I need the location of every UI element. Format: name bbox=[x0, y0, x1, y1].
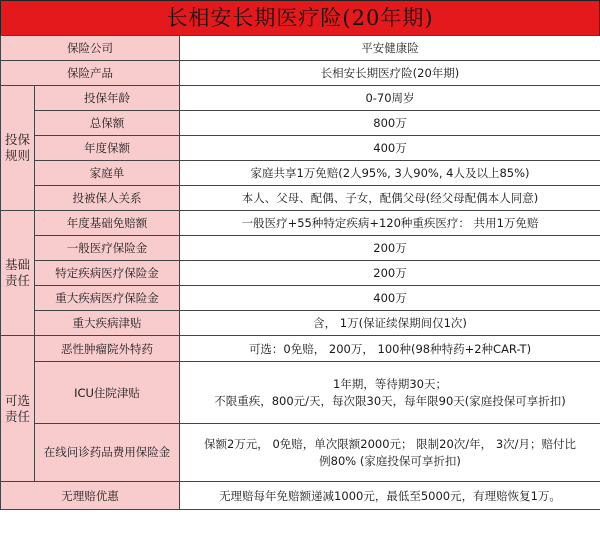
table-row bbox=[1, 36, 600, 61]
row-value-company: 平安健康险 bbox=[180, 36, 600, 61]
table-row bbox=[1, 424, 600, 482]
row-label: 重大疾病医疗保险金 bbox=[35, 286, 180, 311]
group-label-optional: 可选责任 bbox=[1, 336, 35, 482]
table-row bbox=[1, 336, 600, 362]
row-value-no-claim: 无理赔每年免赔额递减1000元，最低至5000元，有理赔恢复1万。 bbox=[180, 482, 600, 510]
row-label: 投被保人关系 bbox=[35, 186, 180, 211]
row-label-product: 保险产品 bbox=[1, 61, 180, 86]
group-label-basic: 基础责任 bbox=[1, 211, 35, 336]
row-value: 本人、父母、配偶、子女，配偶父母(经父母配偶本人同意) bbox=[180, 186, 600, 211]
table-row bbox=[1, 111, 600, 136]
row-value: 400万 bbox=[180, 136, 600, 161]
page-title: 长相安长期医疗险(20年期) bbox=[0, 0, 600, 36]
row-value-line: 1年期，等待期30天； bbox=[333, 376, 447, 391]
row-value: 400万 bbox=[180, 286, 600, 311]
table-row bbox=[1, 261, 600, 286]
group-label-rules: 投保规则 bbox=[1, 86, 35, 211]
row-label: 年度基础免赔额 bbox=[35, 211, 180, 236]
table-row bbox=[1, 61, 600, 86]
row-value: 含， 1万(保证续保期间仅1次) bbox=[180, 311, 600, 336]
table-row bbox=[1, 211, 600, 236]
row-value: 家庭共享1万免赔(2人95%, 3人90%, 4人及以上85%) bbox=[180, 161, 600, 186]
row-label-no-claim: 无理赔优惠 bbox=[1, 482, 180, 510]
row-label: ICU住院津贴 bbox=[35, 362, 180, 424]
row-label: 家庭单 bbox=[35, 161, 180, 186]
table-row bbox=[1, 161, 600, 186]
insurance-table bbox=[0, 35, 600, 510]
table-row bbox=[1, 186, 600, 211]
row-label: 总保额 bbox=[35, 111, 180, 136]
row-label: 重大疾病津贴 bbox=[35, 311, 180, 336]
row-value: 800万 bbox=[180, 111, 600, 136]
row-label: 恶性肿瘤院外特药 bbox=[35, 336, 180, 362]
table-row bbox=[1, 311, 600, 336]
row-value-line: 例80% (家庭投保可享折扣) bbox=[319, 453, 461, 468]
row-label: 特定疾病医疗保险金 bbox=[35, 261, 180, 286]
row-label: 在线问诊药品费用保险金 bbox=[35, 424, 180, 482]
table-row bbox=[1, 482, 600, 510]
row-value: 一般医疗+55种特定疾病+120种重疾医疗： 共用1万免赔 bbox=[180, 211, 600, 236]
row-value-product: 长相安长期医疗险(20年期) bbox=[180, 61, 600, 86]
table-row bbox=[1, 236, 600, 261]
row-label: 投保年龄 bbox=[35, 86, 180, 111]
row-label-company: 保险公司 bbox=[1, 36, 180, 61]
row-label: 年度保额 bbox=[35, 136, 180, 161]
row-value: 可选：0免赔， 200万， 100种(98种特药+2种CAR-T) bbox=[180, 336, 600, 362]
row-value-line: 不限重疾，800元/天，每次限30天，每年限90天(家庭投保可享折扣) bbox=[214, 393, 566, 408]
row-label: 一般医疗保险金 bbox=[35, 236, 180, 261]
row-value: 0-70周岁 bbox=[180, 86, 600, 111]
table-row bbox=[1, 362, 600, 424]
row-value-line: 保额2万元， 0免赔，单次限额2000元； 限制20次/年， 3次/月；赔付比 bbox=[203, 436, 577, 451]
table-row bbox=[1, 86, 600, 111]
row-value: 200万 bbox=[180, 261, 600, 286]
table-row bbox=[1, 136, 600, 161]
row-value: 200万 bbox=[180, 236, 600, 261]
table-row bbox=[1, 286, 600, 311]
row-value bbox=[180, 362, 600, 424]
row-value bbox=[180, 424, 600, 482]
